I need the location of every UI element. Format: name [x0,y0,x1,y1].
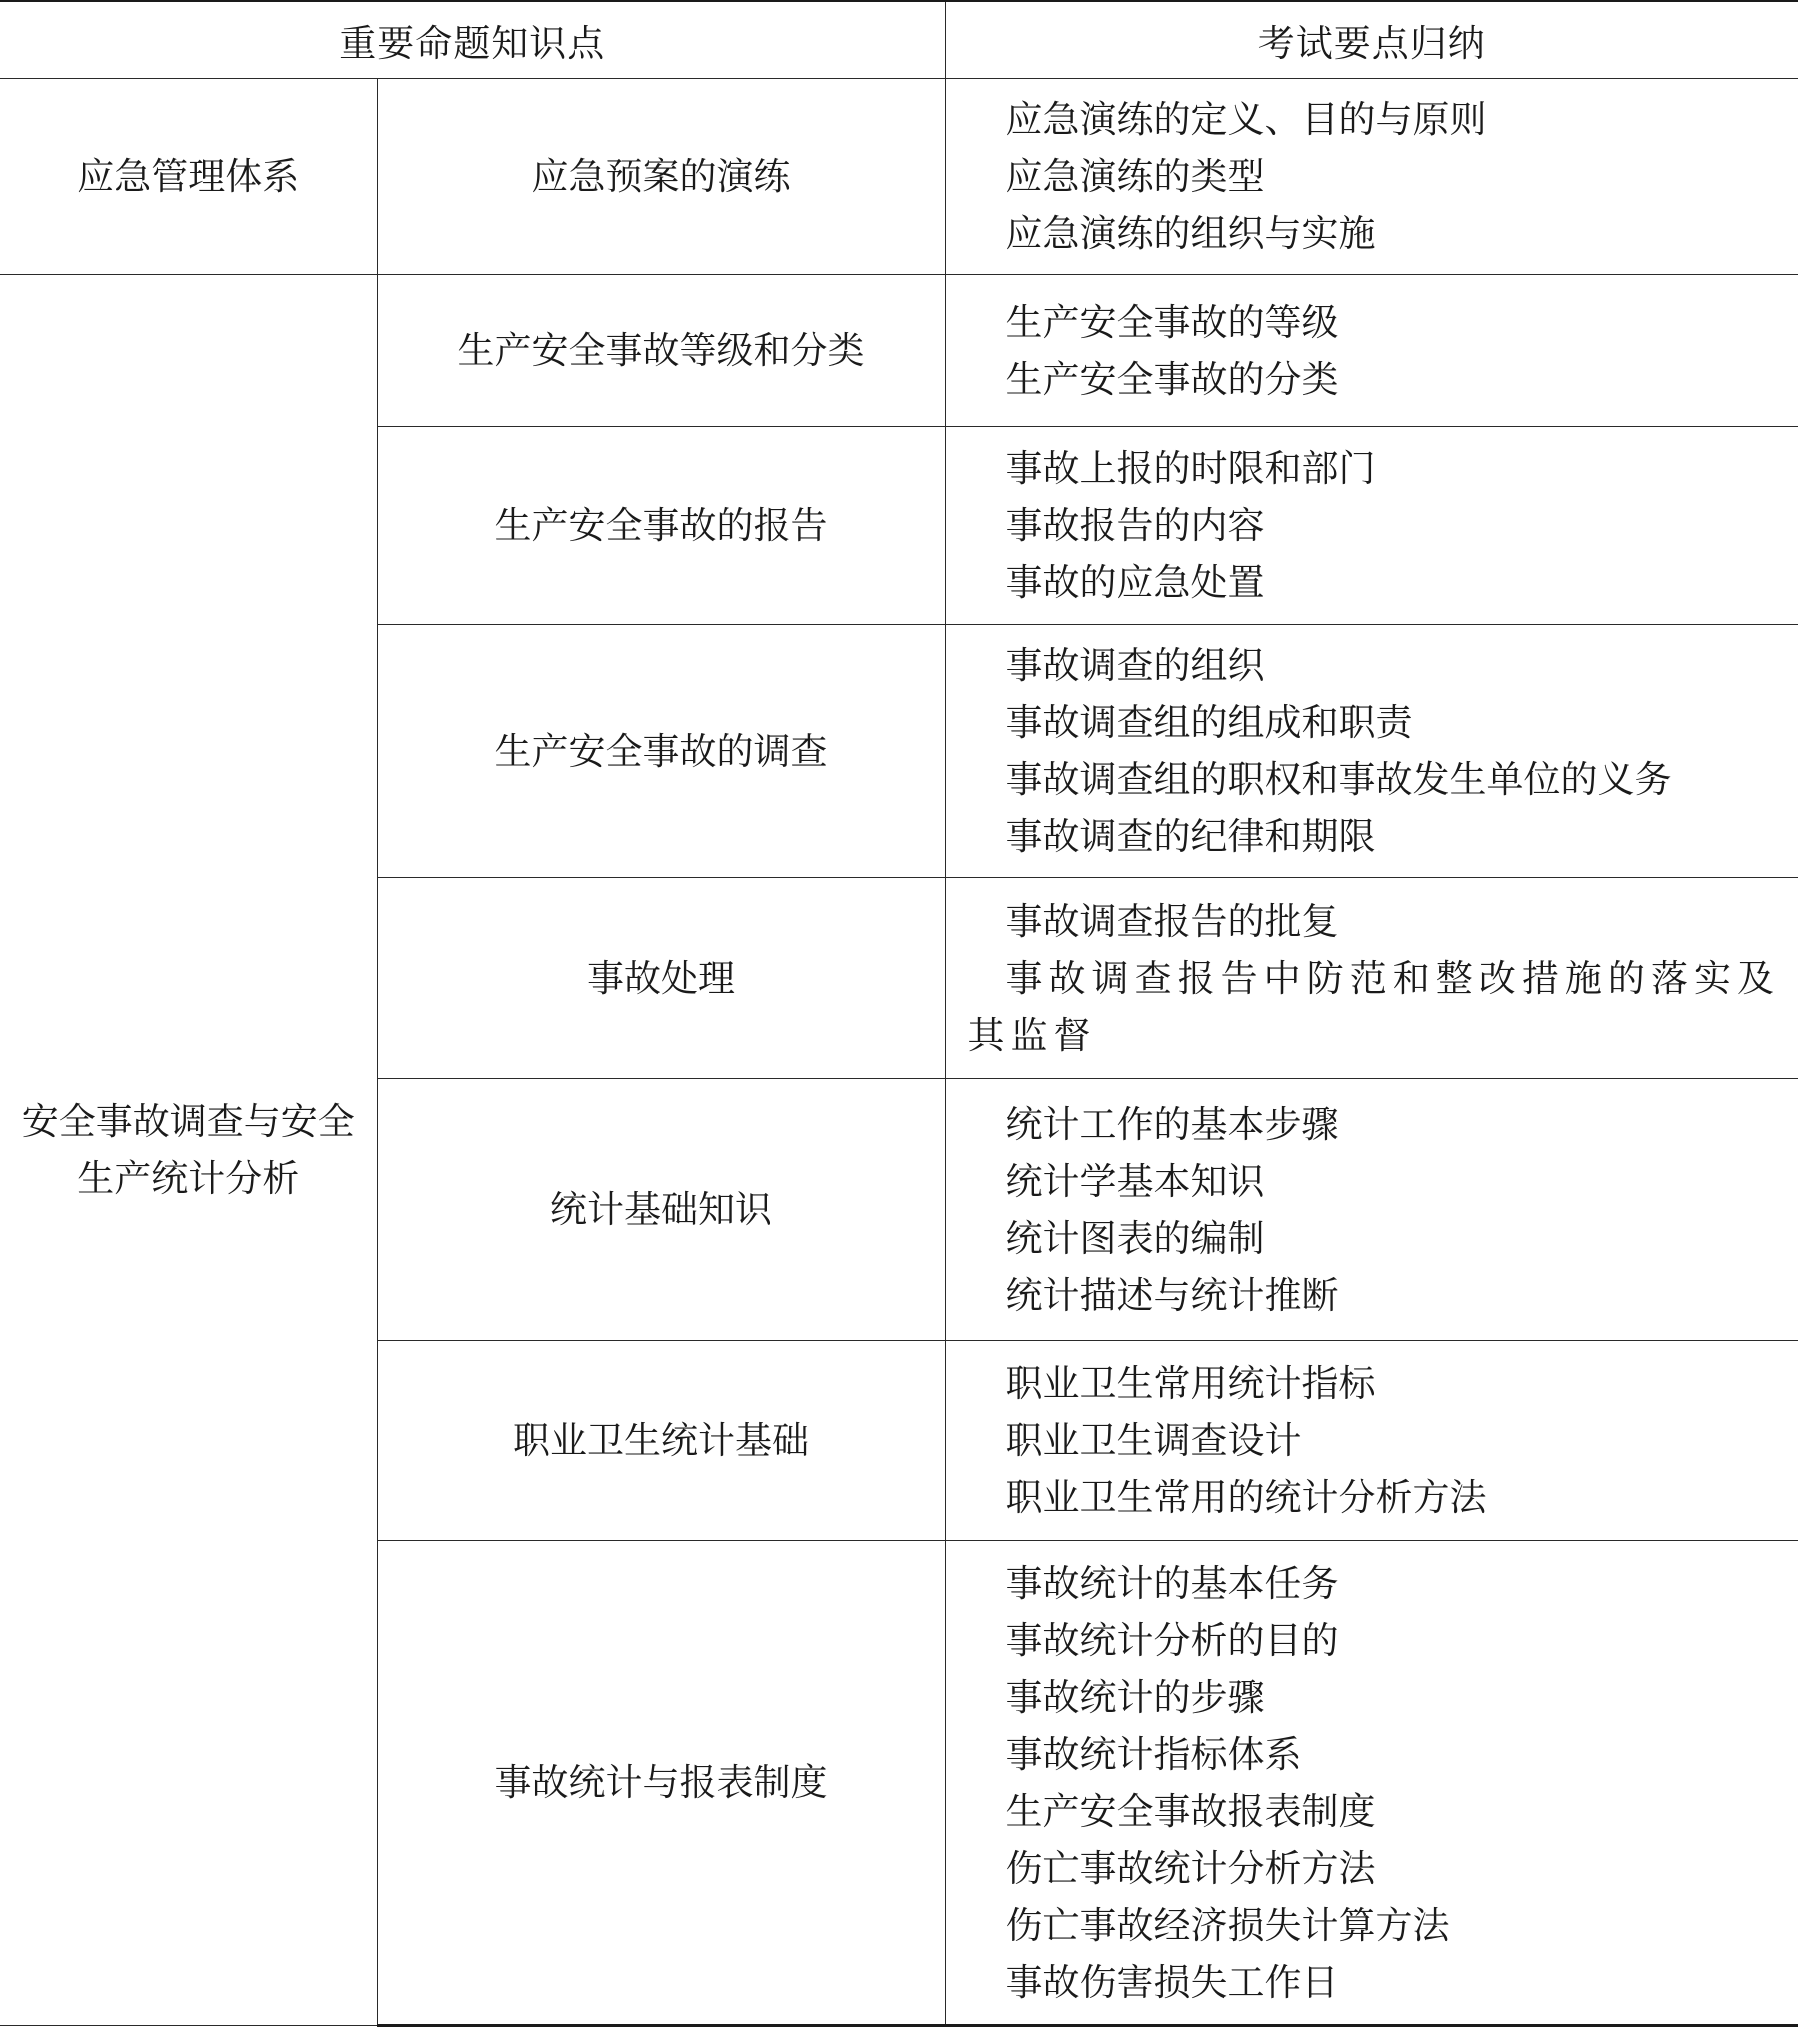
header-knowledge-points: 重要命题知识点 [0,1,945,79]
exam-point: 事故统计的步骤 [1005,1675,1265,1719]
exam-point: 事故调查的纪律和期限 [1005,815,1376,858]
points-cell [945,1541,1798,2026]
exam-point: 事故调查组的组成和职责 [1005,701,1413,744]
exam-point: 生产安全事故报表制度 [1005,1789,1376,1833]
exam-point: 统计学基本知识 [1005,1159,1265,1203]
exam-point: 事故统计分析的目的 [1005,1618,1339,1662]
exam-point: 生产安全事故的等级 [1005,300,1339,344]
points-cell [945,79,1798,275]
exam-point: 生产安全事故的分类 [1005,357,1339,401]
exam-point: 事故调查报告中防范和整改措施的落实及其监督 [967,956,1780,1057]
topic-cell: 生产安全事故的报告 [377,427,945,625]
exam-point: 职业卫生常用的统计分析方法 [1005,1476,1487,1519]
exam-point: 应急演练的定义、目的与原则 [1005,98,1487,141]
exam-point: 事故的应急处置 [1005,561,1265,604]
exam-point: 职业卫生常用统计指标 [1005,1362,1376,1405]
points-cell [945,1079,1798,1341]
table-row [0,79,1798,275]
exam-point: 事故调查组的职权和事故发生单位的义务 [1005,758,1672,801]
header-exam-points: 考试要点归纳 [945,1,1798,79]
exam-point: 事故调查的组织 [1005,644,1265,687]
table-row [0,275,1798,427]
exam-point: 事故报告的内容 [1005,504,1265,547]
points-cell [945,427,1798,625]
exam-point: 事故调查报告的批复 [1005,899,1339,943]
exam-point: 伤亡事故经济损失计算方法 [1005,1903,1450,1947]
exam-point: 统计描述与统计推断 [1005,1273,1339,1317]
topic-cell: 事故处理 [377,878,945,1079]
exam-point: 事故统计指标体系 [1005,1732,1302,1776]
points-cell [945,878,1798,1079]
exam-point: 统计工作的基本步骤 [1005,1102,1339,1146]
exam-point: 事故伤害损失工作日 [1005,1960,1339,2004]
points-cell [945,625,1798,878]
table-header-row [0,1,1798,79]
exam-point: 应急演练的组织与实施 [1005,212,1376,255]
points-cell [945,1341,1798,1541]
exam-point: 应急演练的类型 [1005,155,1265,198]
category-cell: 应急管理体系 [0,79,377,275]
exam-point: 事故统计的基本任务 [1005,1561,1339,1605]
exam-point: 职业卫生调查设计 [1005,1419,1302,1462]
points-cell [945,275,1798,427]
topic-cell: 统计基础知识 [377,1079,945,1341]
topic-cell: 事故统计与报表制度 [377,1541,945,2026]
exam-point: 事故上报的时限和部门 [1005,447,1376,490]
exam-point: 伤亡事故统计分析方法 [1005,1846,1376,1890]
topic-cell: 职业卫生统计基础 [377,1341,945,1541]
topic-cell: 应急预案的演练 [377,79,945,275]
category-cell: 安全事故调查与安全生产统计分析 [0,275,377,2026]
exam-point: 统计图表的编制 [1005,1216,1265,1260]
topic-cell: 生产安全事故的调查 [377,625,945,878]
topic-cell: 生产安全事故等级和分类 [377,275,945,427]
